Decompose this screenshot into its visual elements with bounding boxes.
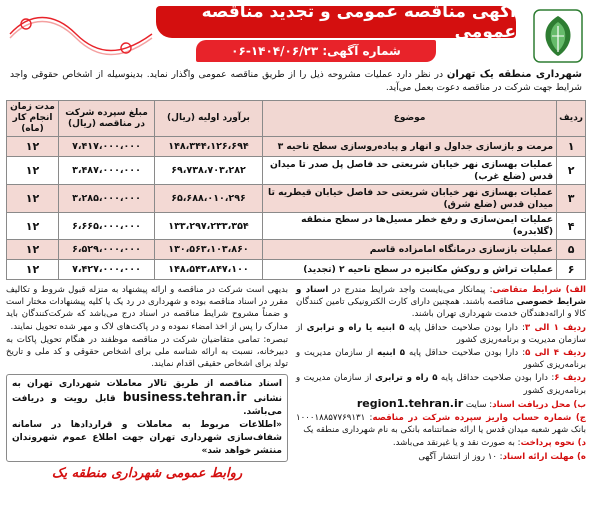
notes-paragraph-2: تبصره: تمامی متقاضیان شرکت در مناقصه موظفند در هنگام تحویل پاکات به دبیرخانه، نسبت به ارائه شناسه ملی برای اشخاص حقوقی و کد ملی و تاریخ تولد برای اشخاص حقیقی اقدام نمایند. xyxy=(6,334,288,370)
public-relations-signature: روابط عمومی شهرداری منطقه یک xyxy=(51,466,243,482)
cell-subject: عملیات بهسازی نهر خیابان شریعتی حد فاصل پل صدر تا میدان قدس (ضلع غرب) xyxy=(263,157,557,185)
cell-row-number: ۲ xyxy=(557,157,586,185)
cell-estimate: ۶۹،۷۳۸،۷۰۳،۲۸۲ xyxy=(155,157,263,185)
cell-row-number: ۴ xyxy=(557,213,586,240)
condition-row-6 xyxy=(296,372,586,396)
condition-r2-label: ردیف ۴ الی ۵ xyxy=(525,348,586,359)
col-header-row: ردیف xyxy=(557,101,586,137)
cell-duration: ۱۲ xyxy=(7,240,59,260)
col-header-estimate: برآورد اولیه (ریال) xyxy=(155,101,263,137)
cell-deposit: ۳،۴۸۷،۰۰۰،۰۰۰ xyxy=(59,157,155,185)
cell-row-number: ۶ xyxy=(557,260,586,280)
cell-deposit: ۳،۲۸۵،۰۰۰،۰۰۰ xyxy=(59,185,155,213)
cell-subject: عملیات بهسازی نهر خیابان شریعتی حد فاصل خیابان قیطریه تا میدان قدس (ضلع شرق) xyxy=(263,185,557,213)
table-row xyxy=(7,157,586,185)
condition-a-bold: اسناد و شرایط خصوصی xyxy=(296,285,586,308)
condition-c-text: : ۱۰۰۰۱۸۸۵۷۷۶۹۱۳۱ بانک شهر شعبه میدان قدس یا ارائه ضمانتنامه بانکی به نام شهرداری منطقه یک xyxy=(296,413,586,436)
cell-estimate: ۱۳۰،۵۶۳،۱۰۳،۸۶۰ xyxy=(155,240,263,260)
cell-duration: ۱۲ xyxy=(7,137,59,157)
condition-e xyxy=(296,451,586,463)
transparency-notice: «اطلاعات مربوط به معاملات و قراردادها در سامانه شفاف‌سازی شهرداری تهران جهت اطلاع عموم شهروندان منتشر خواهد شد» xyxy=(12,420,282,457)
table-row xyxy=(7,185,586,213)
cell-deposit: ۶،۶۶۵،۰۰۰،۰۰۰ xyxy=(59,213,155,240)
table-header-row xyxy=(7,101,586,137)
condition-d xyxy=(296,437,586,449)
bottom-section xyxy=(6,284,586,481)
condition-c xyxy=(296,412,586,436)
col-header-deposit: مبلغ سپرده شرکت در مناقصه (ریال) xyxy=(59,101,155,137)
documents-site-link[interactable]: region1.tehran.ir xyxy=(356,396,464,410)
municipality-logo-icon xyxy=(532,8,584,64)
table-row xyxy=(7,137,586,157)
table-row xyxy=(7,260,586,280)
ad-header xyxy=(6,4,586,66)
condition-c-label: ج) شماره حساب واریز سپرده شرکت در مناقصه xyxy=(372,413,586,424)
condition-b-label: ب) محل دریافت اسناد xyxy=(492,399,586,410)
condition-rows-1-3 xyxy=(296,322,586,346)
condition-b xyxy=(296,398,586,411)
condition-r3-label: ردیف ۶ xyxy=(554,373,586,384)
condition-b-text: : سایت xyxy=(463,399,493,410)
cell-estimate: ۱۴۸،۳۴۴،۱۲۶،۶۹۴ xyxy=(155,137,263,157)
intro-text: در نظر دارد عملیات مشروحه ذیل را از طریق مناقصه عمومی واگذار نماید. بدینوسیله از اشخاص حقوقی واجد شرایط جهت شرکت در مناقصه دعوت بعمل می‌آید. xyxy=(10,69,582,93)
cell-subject: عملیات ایمن‌سازی و رفع خطر مسیل‌ها در سطح منطقه (گلابدره) xyxy=(263,213,557,240)
condition-a xyxy=(296,284,586,321)
conditions-column xyxy=(296,284,586,481)
condition-d-label: د) نحوه پرداخت xyxy=(520,438,586,449)
cell-subject: عملیات بازسازی درمانگاه امامزاده قاسم xyxy=(263,240,557,260)
col-header-subject: موضوع xyxy=(263,101,557,137)
portal-text: اسناد مناقصه از طریق تالار معاملات شهرداری تهران به نشانی xyxy=(12,379,282,405)
table-row xyxy=(7,213,586,240)
condition-r1-text: : دارا بودن صلاحیت حداقل پایه xyxy=(404,322,525,333)
condition-r1-label: ردیف ۱ الی ۳ xyxy=(524,322,586,333)
cell-row-number: ۳ xyxy=(557,185,586,213)
col-header-duration: مدت زمان انجام کار (ماه) xyxy=(7,101,59,137)
cell-subject: مرمت و بازسازی جداول و انهار و پیاده‌روسازی سطح ناحیه ۳ xyxy=(263,137,557,157)
business-portal-link[interactable]: business.tehran.ir xyxy=(122,390,247,405)
cell-duration: ۱۲ xyxy=(7,260,59,280)
condition-rows-4-5 xyxy=(296,347,586,371)
cell-estimate: ۶۵،۶۸۸،۰۱۰،۲۹۶ xyxy=(155,185,263,213)
ad-title: آگهی مناقصه عمومی و تجدید مناقصه عمومی xyxy=(156,6,516,38)
cell-row-number: ۱ xyxy=(557,137,586,157)
cell-deposit: ۶،۵۲۹،۰۰۰،۰۰۰ xyxy=(59,240,155,260)
condition-d-text: : به صورت نقد و یا غیرنقد می‌باشد. xyxy=(392,438,521,449)
intro-paragraph xyxy=(6,68,586,98)
condition-a-text2: مناقصه باشند. همچنین دارای کارت الکترونیکی تامین کنندگان کالا و ارائه‌دهندگان خدمت شهرداری تهران باشند. xyxy=(296,297,586,320)
notes-paragraph-1: بدیهی است شرکت در مناقصه و ارائه پیشنهاد به منزله قبول شروط و تکالیف مقرر در اسناد مناقصه بوده و شهرداری در رد یک یا کلیه پیشنهادات مختار است و ضمناً مشروح شرایط مناقصه در اسناد درج می‌باشد که شرکت‌کنندگان باید مدارک را پس از اخذ امضاء نموده و در پاکت‌های لاک و مهر شده تحویل نمایند. xyxy=(6,285,288,332)
cell-duration: ۱۲ xyxy=(7,213,59,240)
tender-items-table xyxy=(6,100,586,280)
intro-lead: شهرداری منطقه یک تهران xyxy=(446,69,582,80)
business-portal-box xyxy=(6,374,288,462)
condition-r3-bold: ۵ راه و ترابری xyxy=(374,373,438,384)
condition-r1-text2: از سازمان مدیریت و برنامه‌ریزی کشور xyxy=(296,322,586,345)
condition-a-label: الف) شرایط متقاضی xyxy=(492,285,586,295)
condition-r3-text2: از سازمان مدیریت و برنامه‌ریزی کشور xyxy=(296,373,586,396)
cell-row-number: ۵ xyxy=(557,240,586,260)
condition-e-label: ه) مهلت ارائه اسناد xyxy=(502,451,586,462)
condition-e-text: : ۱۰ روز از انتشار آگهی xyxy=(418,451,503,462)
cell-duration: ۱۲ xyxy=(7,157,59,185)
condition-r3-text: : دارا بودن صلاحیت حداقل پایه xyxy=(437,373,555,384)
condition-r2-bold: ۵ ابنیه xyxy=(377,348,406,359)
cell-subject: عملیات تراش و روکش مکانیزه در سطح ناحیه ۲ (تجدید) xyxy=(263,260,557,280)
cell-estimate: ۱۳۳،۲۹۷،۲۳۳،۳۵۴ xyxy=(155,213,263,240)
cell-deposit: ۷،۴۱۷،۰۰۰،۰۰۰ xyxy=(59,137,155,157)
portal-text-2: قابل رویت و دریافت می‌باشد. xyxy=(12,394,282,418)
decorative-ornament-icon xyxy=(6,4,156,64)
cell-estimate: ۱۴۸،۵۴۳،۸۴۷،۱۰۰ xyxy=(155,260,263,280)
table-row xyxy=(7,240,586,260)
cell-duration: ۱۲ xyxy=(7,185,59,213)
condition-a-text: : پیمانکار می‌بایست واجد شرایط مندرج در xyxy=(328,285,493,295)
cell-deposit: ۷،۴۲۷،۰۰۰،۰۰۰ xyxy=(59,260,155,280)
condition-r2-text: : دارا بودن صلاحیت حداقل پایه xyxy=(405,348,526,359)
notes-column xyxy=(6,284,288,481)
condition-r1-bold: ۵ ابنیه یا راه و ترابری xyxy=(306,322,405,333)
condition-r2-text2: از سازمان مدیریت و برنامه‌ریزی کشور xyxy=(296,348,586,371)
ad-number: شماره آگهی: ۱۴۰۴/۰۶/۲۳-۰۶ xyxy=(196,40,436,62)
